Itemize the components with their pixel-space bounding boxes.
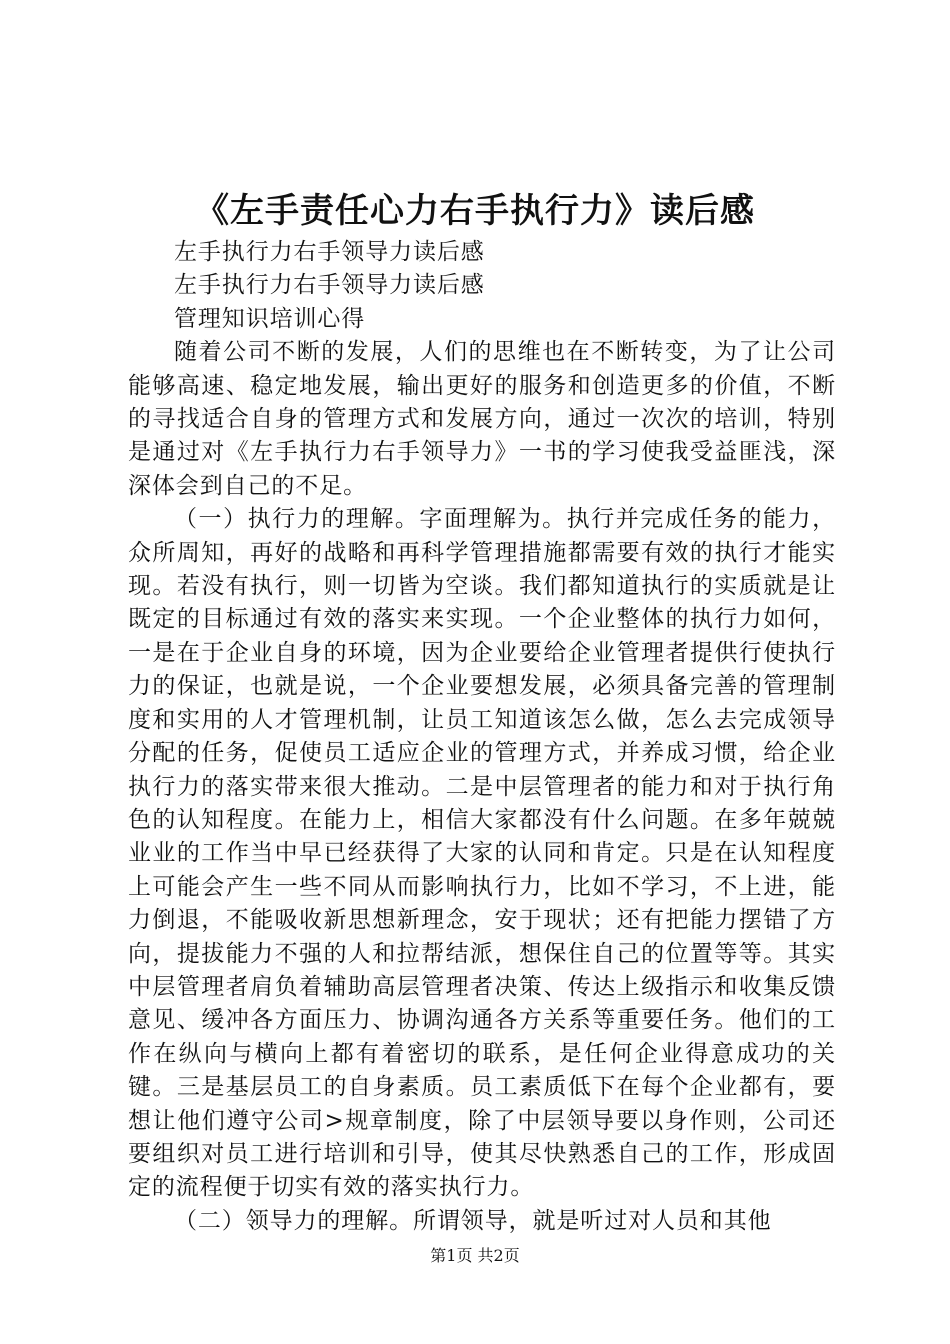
document-title: 《左手责任心力右手执行力》读后感: [195, 191, 755, 231]
paragraph: 管理知识培训心得: [174, 305, 366, 332]
paragraph: 左手执行力右手领导力读后感: [174, 272, 485, 299]
page-number-footer: 第1页 共2页: [430, 1246, 520, 1265]
paragraph: （一）执行力的理解。字面理解为。执行并完成任务的能力，众所周知，再好的战略和再科学管理措施都需要有效的执行才能实现。若没有执行，则一切皆为空谈。我们都知道执行的实质就是让既定的目标通过有效的落实来实现。一个企业整体的执行力如何，一是在于企业自身的环境，因为企业要给企业管理者提供行使执行力的保证，也就是说，一个企业要想发展，必须具备完善的管理制度和实用的人才管理机制，让员工知道该怎么做，怎么去完成领导分配的任务，促使员工适应企业的管理方式，并养成习惯，给企业执行力的落实带来很大推动。二是中层管理者的能力和对于执行角色的认知程度。在能力上，相信大家都没有什么问题。在多年兢兢业业的工作当中早已经获得了大家的认同和肯定。只是在认知程度上可能会产生一些不同从而影响执行力，比如不学习，不上进，能力倒退，不能吸收新思想新理念，安于现状；还有把能力摆错了方向，提拔能力不强的人和拉帮结派，想保住自己的位置等等。其实中层管理者肩负着辅助高层管理者决策、传达上级指示和收集反馈意见、缓冲各方面压力、协调沟通各方关系等重要任务。他们的工作在纵向与横向上都有着密切的联系，是任何企业得意成功的关键。三是基层员工的自身素质。员工素质低下在每个企业都有，要想让他们遵守公司>规章制度，除了中层领导要以身作则，公司还要组织对员工进行培训和引导，使其尽快熟悉自己的工作，形成固定的流程便于切实有效的落实执行力。: [128, 506, 836, 1201]
paragraph: 随着公司不断的发展，人们的思维也在不断转变，为了让公司能够高速、稳定地发展，输出更好的服务和创造更多的价值，不断的寻找适合自身的管理方式和发展方向，通过一次次的培训，特别是通过对《左手执行力右手领导力》一书的学习使我受益匪浅，深深体会到自己的不足。: [128, 339, 836, 499]
paragraph: （二）领导力的理解。所谓领导，就是听过对人员和其他: [174, 1207, 772, 1234]
document-body: [128, 236, 836, 1238]
paragraph: 左手执行力右手领导力读后感: [174, 239, 485, 265]
